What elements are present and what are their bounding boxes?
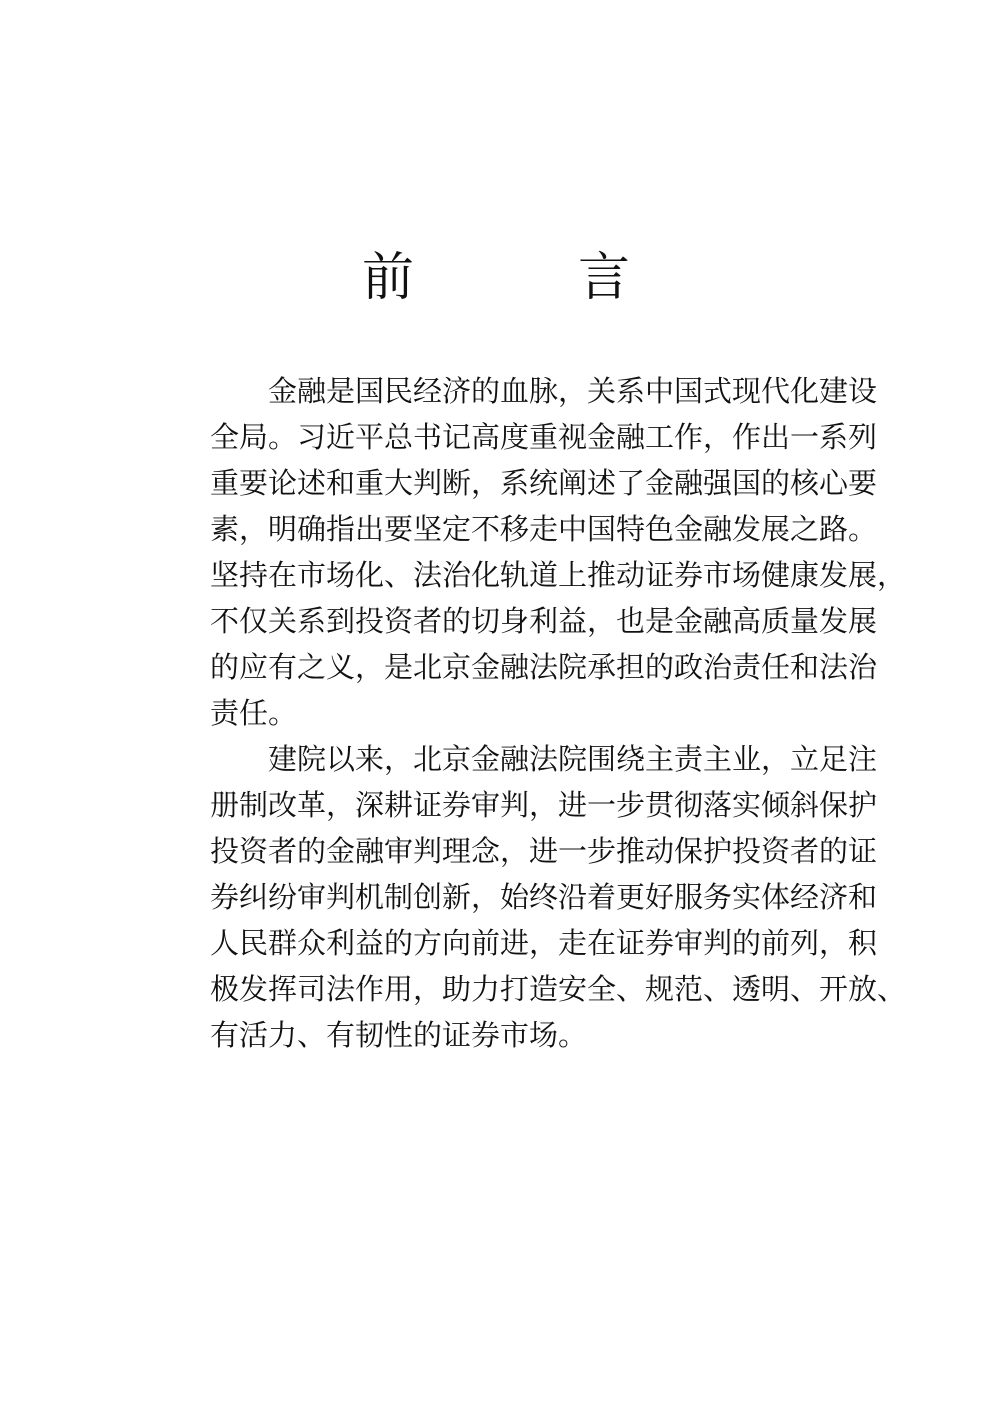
page-title: 前 言 xyxy=(361,248,686,308)
text-line: 有活力、有韧性的证券市场。 xyxy=(210,1018,588,1052)
text-line: 册制改革，深耕证券审判，进一步贯彻落实倾斜保护 xyxy=(210,788,878,822)
text-line: 重要论述和重大判断，系统阐述了金融强国的核心要 xyxy=(210,466,878,500)
text-line: 坚持在市场化、法治化轨道上推动证券市场健康发展， xyxy=(210,558,907,592)
text-line: 极发挥司法作用，助力打造安全、规范、透明、开放、 xyxy=(210,972,907,1006)
paragraph-2 xyxy=(152,736,907,1058)
text-line: 责任。 xyxy=(210,696,298,730)
text-line: 素，明确指出要坚定不移走中国特色金融发展之路。 xyxy=(210,512,878,546)
body-text xyxy=(152,368,907,1058)
text-line: 投资者的金融审判理念，进一步推动保护投资者的证 xyxy=(210,834,878,868)
paragraph-1 xyxy=(152,368,907,736)
text-line: 人民群众利益的方向前进，走在证券审判的前列，积 xyxy=(210,926,878,960)
text-line: 金融是国民经济的血脉，关系中国式现代化建设 xyxy=(268,374,878,408)
text-line: 建院以来，北京金融法院围绕主责主业，立足注 xyxy=(268,742,878,776)
text-line: 不仅关系到投资者的切身利益，也是金融高质量发展 xyxy=(210,604,878,638)
text-line: 全局。习近平总书记高度重视金融工作，作出一系列 xyxy=(210,420,878,454)
text-line: 券纠纷审判机制创新，始终沿着更好服务实体经济和 xyxy=(210,880,878,914)
text-line: 的应有之义，是北京金融法院承担的政治责任和法治 xyxy=(210,650,878,684)
